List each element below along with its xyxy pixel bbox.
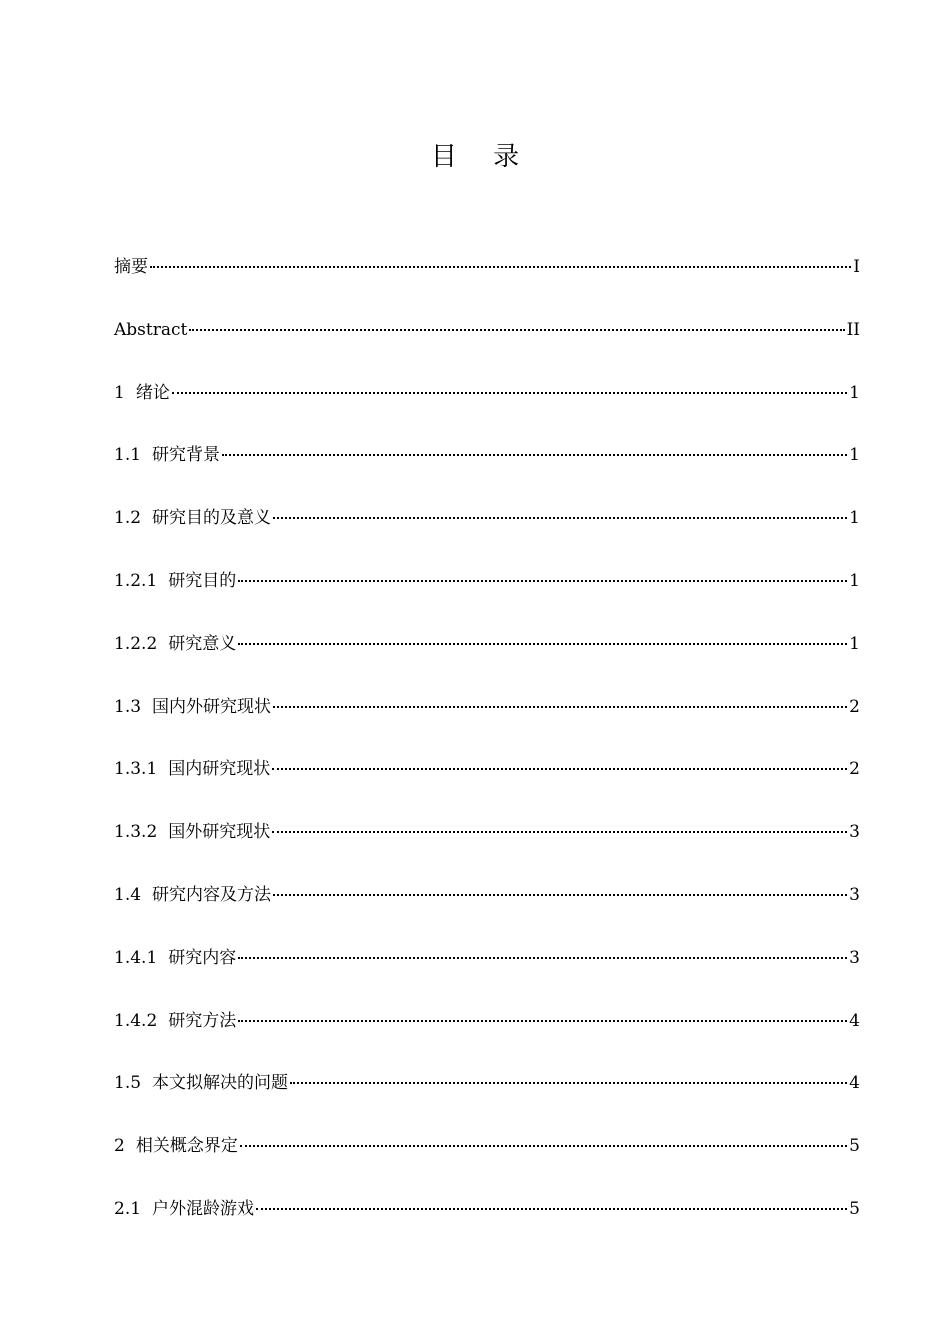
- toc-dot-leader: [222, 454, 847, 456]
- toc-entry-label: [114, 443, 220, 467]
- toc-entry[interactable]: [114, 1197, 860, 1260]
- toc-entry-label: [114, 883, 271, 907]
- toc-entry-text: 研究方法: [168, 1010, 237, 1031]
- toc-entry-text: Abstract: [114, 319, 188, 340]
- toc-entry-label: [114, 820, 270, 844]
- toc-entry-number: 1.5: [114, 1073, 142, 1094]
- toc-entry-label: [114, 381, 170, 405]
- toc-dot-leader: [238, 1020, 847, 1022]
- toc-entry-label: [114, 1197, 254, 1221]
- toc-entry-label: [114, 506, 271, 530]
- toc-page-number: 1: [849, 570, 860, 591]
- toc-page-number: 1: [849, 445, 860, 466]
- toc-entry[interactable]: [114, 569, 860, 632]
- toc-entry-text: 绪论: [135, 382, 170, 403]
- toc-entry[interactable]: [114, 883, 860, 946]
- toc-entry[interactable]: [114, 255, 860, 318]
- toc-entry-label: [114, 946, 236, 970]
- page-title: 目 录: [430, 142, 534, 173]
- toc-entry-text: 研究内容: [168, 947, 237, 968]
- toc-entry-label: [114, 318, 187, 342]
- toc-page-number: 4: [849, 1073, 860, 1094]
- toc-entry-number: 2: [114, 1136, 125, 1157]
- toc-page-number: 4: [849, 1010, 860, 1031]
- toc-entry-number: 1.4.2: [114, 1010, 158, 1031]
- toc-entry[interactable]: [114, 946, 860, 1009]
- toc-entry-text: 国内外研究现状: [152, 696, 272, 717]
- toc-entry[interactable]: [114, 632, 860, 695]
- toc-entry[interactable]: [114, 506, 860, 569]
- toc-entry-label: [114, 1009, 236, 1033]
- toc-entry[interactable]: [114, 820, 860, 883]
- toc-entry-label: [114, 632, 236, 656]
- toc-entry-text: 研究目的: [168, 570, 237, 591]
- toc-dot-leader: [272, 768, 847, 770]
- toc-entry-label: [114, 1071, 288, 1095]
- toc-entry[interactable]: [114, 757, 860, 820]
- toc-dot-leader: [238, 643, 847, 645]
- toc-page-number: 2: [849, 696, 860, 717]
- toc-page-number: 3: [849, 822, 860, 843]
- toc-entry[interactable]: [114, 1071, 860, 1134]
- toc-page-number: 5: [849, 1198, 860, 1219]
- toc-entry-number: 1.1: [114, 445, 142, 466]
- toc-entry-label: [114, 255, 148, 279]
- toc-dot-leader: [272, 831, 847, 833]
- toc-dot-leader: [256, 1208, 847, 1210]
- toc-page-number: I: [853, 257, 860, 277]
- toc-page-number: II: [846, 319, 860, 340]
- toc-entry-text: 研究意义: [168, 633, 237, 654]
- toc-entry[interactable]: [114, 381, 860, 444]
- toc-entry-number: 1.3.1: [114, 759, 158, 780]
- toc-entry-label: [114, 1134, 238, 1158]
- toc-page-number: 3: [849, 884, 860, 905]
- toc-entry-number: 1: [114, 382, 125, 403]
- toc-dot-leader: [150, 266, 851, 268]
- toc-entry-number: 1.2.1: [114, 570, 158, 591]
- toc-page-number: 1: [849, 633, 860, 654]
- toc-dot-leader: [273, 706, 847, 708]
- toc-entry-text: 国外研究现状: [168, 822, 271, 843]
- toc-entry-text: 本文拟解决的问题: [152, 1073, 289, 1094]
- toc-entry-label: [114, 757, 270, 781]
- toc-entry-text: 相关概念界定: [135, 1136, 238, 1157]
- toc-dot-leader: [172, 392, 847, 394]
- toc-entry-text: 研究背景: [152, 445, 221, 466]
- toc-dot-leader: [290, 1082, 847, 1084]
- table-of-contents: [114, 255, 860, 1260]
- toc-entry-number: 1.2: [114, 508, 142, 529]
- toc-entry-number: 1.2.2: [114, 633, 158, 654]
- toc-entry-text: 国内研究现状: [168, 759, 271, 780]
- toc-page-number: 1: [849, 508, 860, 529]
- toc-entry-label: [114, 569, 236, 593]
- toc-dot-leader: [273, 517, 847, 519]
- toc-entry[interactable]: [114, 1134, 860, 1197]
- toc-entry-text: 摘要: [114, 257, 148, 277]
- toc-entry-number: 2.1: [114, 1198, 142, 1219]
- toc-dot-leader: [238, 957, 847, 959]
- toc-dot-leader: [273, 894, 847, 896]
- toc-entry-number: 1.4: [114, 884, 142, 905]
- toc-dot-leader: [238, 580, 847, 582]
- toc-page-number: 2: [849, 759, 860, 780]
- toc-entry-text: 研究内容及方法: [152, 884, 272, 905]
- toc-entry[interactable]: [114, 318, 860, 381]
- toc-entry[interactable]: [114, 695, 860, 758]
- toc-entry[interactable]: [114, 1009, 860, 1072]
- toc-dot-leader: [240, 1145, 847, 1147]
- toc-page-number: 3: [849, 947, 860, 968]
- toc-entry-text: 户外混龄游戏: [152, 1198, 255, 1219]
- toc-entry-text: 研究目的及意义: [152, 508, 272, 529]
- toc-entry-number: 1.3.2: [114, 822, 158, 843]
- toc-entry[interactable]: [114, 443, 860, 506]
- toc-dot-leader: [189, 329, 844, 331]
- toc-entry-number: 1.3: [114, 696, 142, 717]
- toc-page-number: 5: [849, 1136, 860, 1157]
- toc-entry-label: [114, 695, 271, 719]
- toc-page-number: 1: [849, 382, 860, 403]
- toc-entry-number: 1.4.1: [114, 947, 158, 968]
